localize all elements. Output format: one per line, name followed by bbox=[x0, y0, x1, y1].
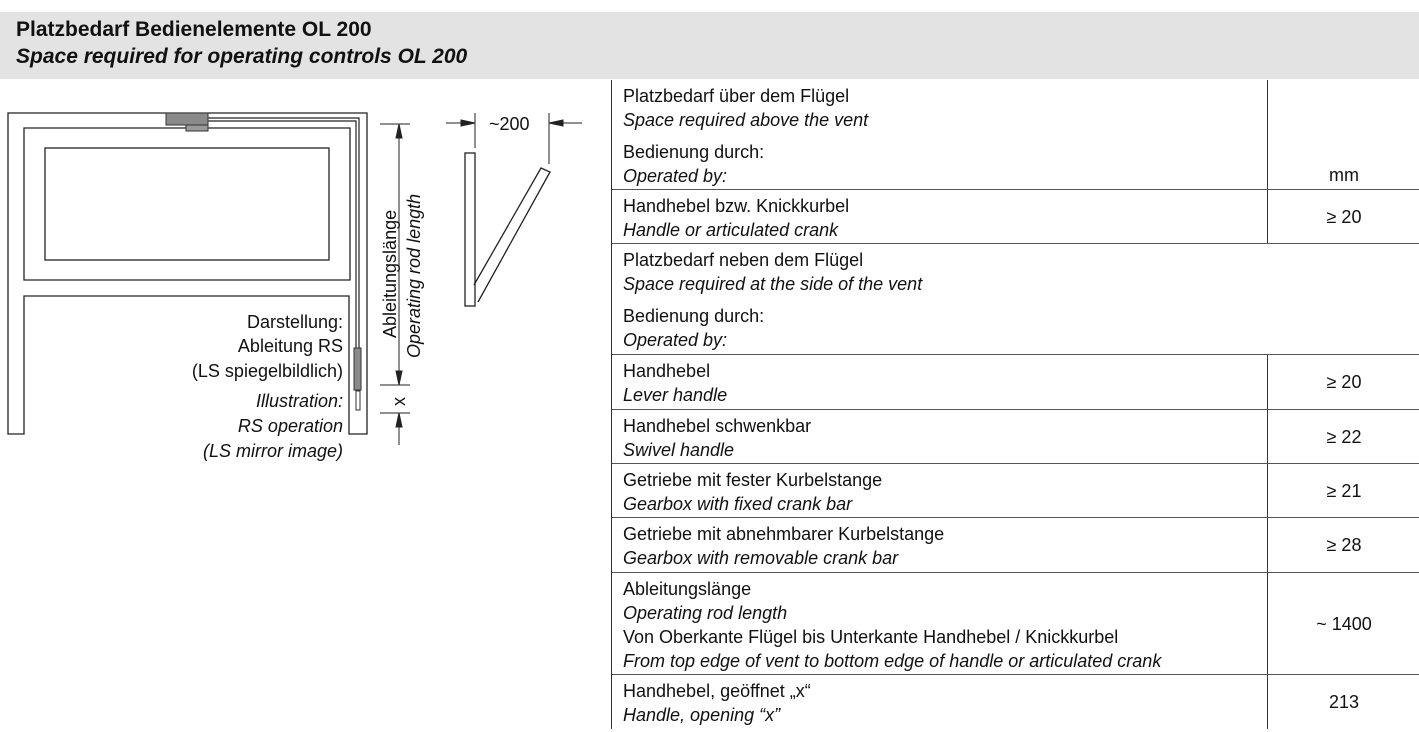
operated-by-de: Bedienung durch: bbox=[623, 142, 765, 162]
section-title-de: Platzbedarf neben dem Flügel bbox=[623, 250, 864, 270]
table-row bbox=[612, 675, 1419, 729]
installation-diagram bbox=[0, 80, 610, 480]
row-value: ≥ 20 bbox=[1326, 372, 1362, 392]
row-value: ~ 1400 bbox=[1316, 613, 1372, 634]
row-value: ≥ 28 bbox=[1326, 535, 1362, 555]
row-value: 213 bbox=[1328, 692, 1360, 712]
space-requirements-table bbox=[611, 80, 1419, 729]
width-label: ~200 bbox=[489, 114, 530, 134]
row-label-de: Getriebe mit abnehmbarer Kurbelstange bbox=[623, 524, 945, 544]
operated-by-en: Operated by: bbox=[623, 166, 728, 186]
row-value: ≥ 21 bbox=[1326, 480, 1362, 501]
section-title-en: Space required at the side of the vent bbox=[623, 274, 923, 294]
row-label-de: Getriebe mit fester Kurbelstange bbox=[623, 470, 883, 490]
side-view bbox=[465, 153, 550, 306]
x-dimension-label: x bbox=[389, 397, 409, 406]
row-detail-en: From top edge of vent to bottom edge of handle or articulated crank bbox=[623, 651, 1162, 671]
row-detail-de: Von Oberkante Flügel bis Unterkante Handhebel / Knickkurbel bbox=[623, 627, 1119, 647]
operated-by-en: Operated by: bbox=[623, 330, 728, 350]
row-label-en: Swivel handle bbox=[623, 440, 735, 460]
table-row bbox=[612, 410, 1419, 464]
operated-by-de: Bedienung durch: bbox=[623, 306, 765, 326]
rod-length-label-en: Operating rod length bbox=[404, 193, 424, 358]
row-label-de: Handhebel bbox=[623, 361, 711, 381]
caption-en-2: RS operation bbox=[237, 416, 343, 436]
row-label-en: Gearbox with fixed crank bar bbox=[623, 494, 853, 514]
row-label-de: Handhebel bzw. Knickkurbel bbox=[623, 196, 850, 216]
rod-length-label-de: Ableitungslänge bbox=[380, 209, 400, 338]
caption-de-2: Ableitung RS bbox=[237, 336, 343, 356]
row-label-en: Handle, opening “x” bbox=[623, 705, 781, 725]
table-row bbox=[612, 518, 1419, 573]
row-value: ≥ 22 bbox=[1326, 426, 1362, 447]
table-section-above bbox=[612, 80, 1419, 190]
motor-unit bbox=[166, 113, 208, 125]
row-label-en: Operating rod length bbox=[623, 603, 788, 623]
row-value: ≥ 20 bbox=[1326, 206, 1362, 227]
row-label-en: Handle or articulated crank bbox=[623, 220, 839, 240]
page-title-de: Platzbedarf Bedienelemente OL 200 bbox=[16, 18, 372, 41]
caption-en-1: Illustration: bbox=[255, 391, 343, 411]
caption-de-1: Darstellung: bbox=[246, 312, 343, 332]
page-title-en: Space required for operating controls OL 200 bbox=[16, 45, 468, 68]
table-section-side bbox=[612, 244, 1419, 355]
section-title-de: Platzbedarf über dem Flügel bbox=[623, 86, 850, 106]
title-bar bbox=[0, 12, 1419, 79]
table-row bbox=[612, 464, 1419, 518]
operating-rod bbox=[168, 118, 359, 370]
handle bbox=[354, 348, 361, 390]
window-frame bbox=[8, 113, 367, 434]
section-title-en: Space required above the vent bbox=[623, 110, 869, 130]
row-label-de: Handhebel, geöffnet „x“ bbox=[623, 681, 811, 701]
row-label-en: Lever handle bbox=[623, 385, 728, 405]
row-label-en: Gearbox with removable crank bar bbox=[623, 548, 899, 568]
row-label-de: Handhebel schwenkbar bbox=[623, 416, 812, 436]
caption-de-3: (LS spiegelbildlich) bbox=[191, 361, 343, 381]
row-label-de: Ableitungslänge bbox=[623, 579, 752, 599]
table-row bbox=[612, 190, 1419, 244]
table-row bbox=[612, 355, 1419, 410]
unit-header: mm bbox=[1329, 165, 1359, 185]
table-row bbox=[612, 573, 1419, 675]
caption-en-3: (LS mirror image) bbox=[202, 441, 343, 461]
